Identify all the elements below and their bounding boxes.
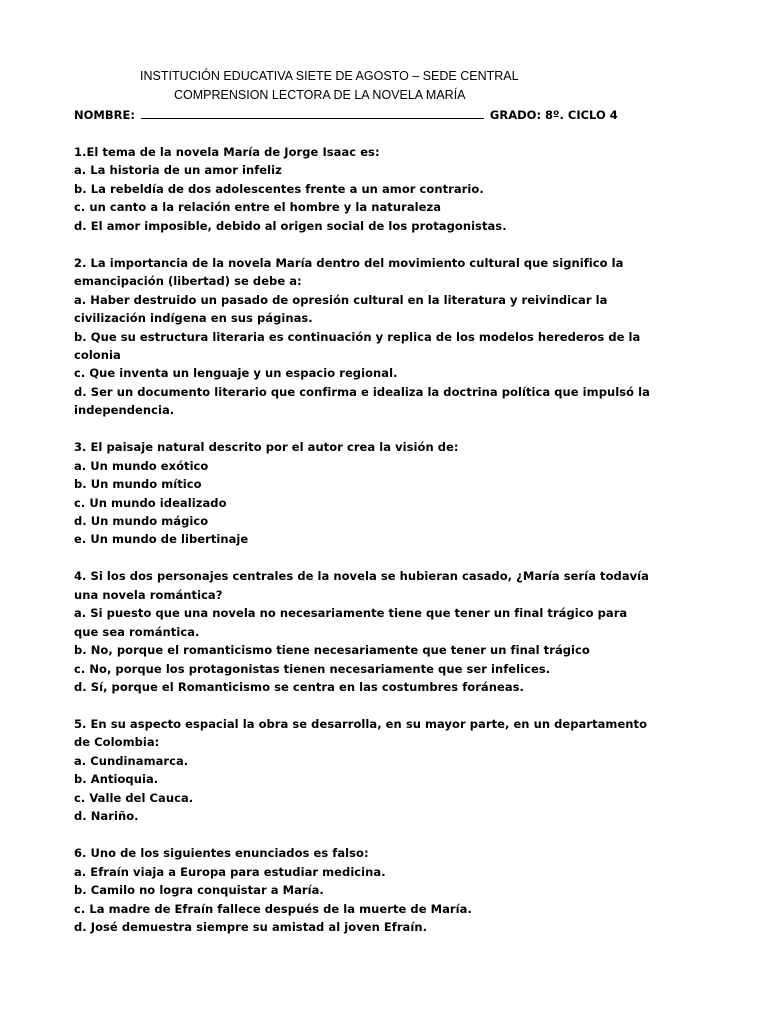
question-line: una novela romántica? <box>74 587 223 602</box>
question-text: 2. La importancia de la novela María dentro del movimiento cultural que significo la <box>74 255 624 270</box>
grade-label: GRADO: 8º. CICLO 4 <box>489 108 618 122</box>
question-block <box>74 143 704 235</box>
question-line: b. Que su estructura literaria es continuación y replica de los modelos herederos de la <box>74 329 641 344</box>
name-blank-line <box>141 106 484 119</box>
question-line: colonia <box>74 347 121 362</box>
question-block <box>74 254 704 420</box>
question-line: d. El amor imposible, debido al origen social de los protagonistas. <box>74 218 507 233</box>
question-text: 6. Uno de los siguientes enunciados es falso: <box>74 846 369 861</box>
question-line: d. Sí, porque el Romanticismo se centra en las costumbres foráneas. <box>74 680 524 695</box>
question-line: a. Si puesto que una novela no necesariamente tiene que tener un final trágico para <box>74 606 628 621</box>
question-block <box>74 844 704 936</box>
name-label: NOMBRE: <box>74 108 135 122</box>
question-text: 1.El tema de la novela María de Jorge Isaac es: <box>74 145 380 159</box>
institution-title: INSTITUCIÓN EDUCATIVA SIETE DE AGOSTO – SEDE CENTRAL <box>140 69 519 83</box>
question-line: a. Efraín viaja a Europa para estudiar medicina. <box>74 864 386 879</box>
question-line: b. Camilo no logra conquistar a María. <box>74 883 324 898</box>
question-block <box>74 438 704 549</box>
question-line: a. La historia de un amor infeliz <box>74 163 282 178</box>
question-line: que sea romántica. <box>74 624 200 639</box>
question-text: 3. El paisaje natural descrito por el autor crea la visión de: <box>74 440 459 455</box>
question-block <box>74 567 704 696</box>
question-line: emancipación (libertad) se debe a: <box>74 274 302 289</box>
question-line: c. Valle del Cauca. <box>74 790 194 805</box>
question-text: 4. Si los dos personajes centrales de la novela se hubieran casado, ¿María sería todavía <box>74 569 649 584</box>
question-line: b. La rebeldía de dos adolescentes frente a un amor contrario. <box>74 181 484 196</box>
question-line: a. Cundinamarca. <box>74 753 189 768</box>
question-line: d. Ser un documento literario que confirma e idealiza la doctrina política que impulsó la <box>74 384 650 399</box>
question-line: a. Haber destruido un pasado de opresión cultural en la literatura y reivindicar la <box>74 292 608 307</box>
question-line: e. Un mundo de libertinaje <box>74 532 249 547</box>
question-line: d. José demuestra siempre su amistad al joven Efraín. <box>74 919 428 934</box>
questions-container <box>74 143 704 955</box>
question-line: independencia. <box>74 403 175 418</box>
question-line: b. No, porque el romanticismo tiene necesariamente que tener un final trágico <box>74 643 590 658</box>
question-line: c. un canto a la relación entre el hombre y la naturaleza <box>74 200 442 215</box>
question-line: c. La madre de Efraín fallece después de la muerte de María. <box>74 901 472 916</box>
question-line: c. No, porque los protagonistas tienen necesariamente que ser infelices. <box>74 661 551 676</box>
question-line: d. Nariño. <box>74 809 139 824</box>
name-grade-row <box>74 106 704 124</box>
question-block <box>74 715 704 826</box>
question-text: 5. En su aspecto espacial la obra se desarrolla, en su mayor parte, en un departamento <box>74 716 648 731</box>
document-subtitle: COMPRENSION LECTORA DE LA NOVELA MARÍA <box>174 88 466 102</box>
question-line: de Colombia: <box>74 735 160 750</box>
question-line: d. Un mundo mágico <box>74 514 209 529</box>
question-line: civilización indígena en sus páginas. <box>74 311 313 326</box>
question-line: b. Antioquia. <box>74 772 159 787</box>
question-line: b. Un mundo mítico <box>74 477 202 492</box>
question-line: a. Un mundo exótico <box>74 458 209 473</box>
question-line: c. Que inventa un lenguaje y un espacio regional. <box>74 366 398 381</box>
question-line: c. Un mundo idealizado <box>74 495 227 510</box>
